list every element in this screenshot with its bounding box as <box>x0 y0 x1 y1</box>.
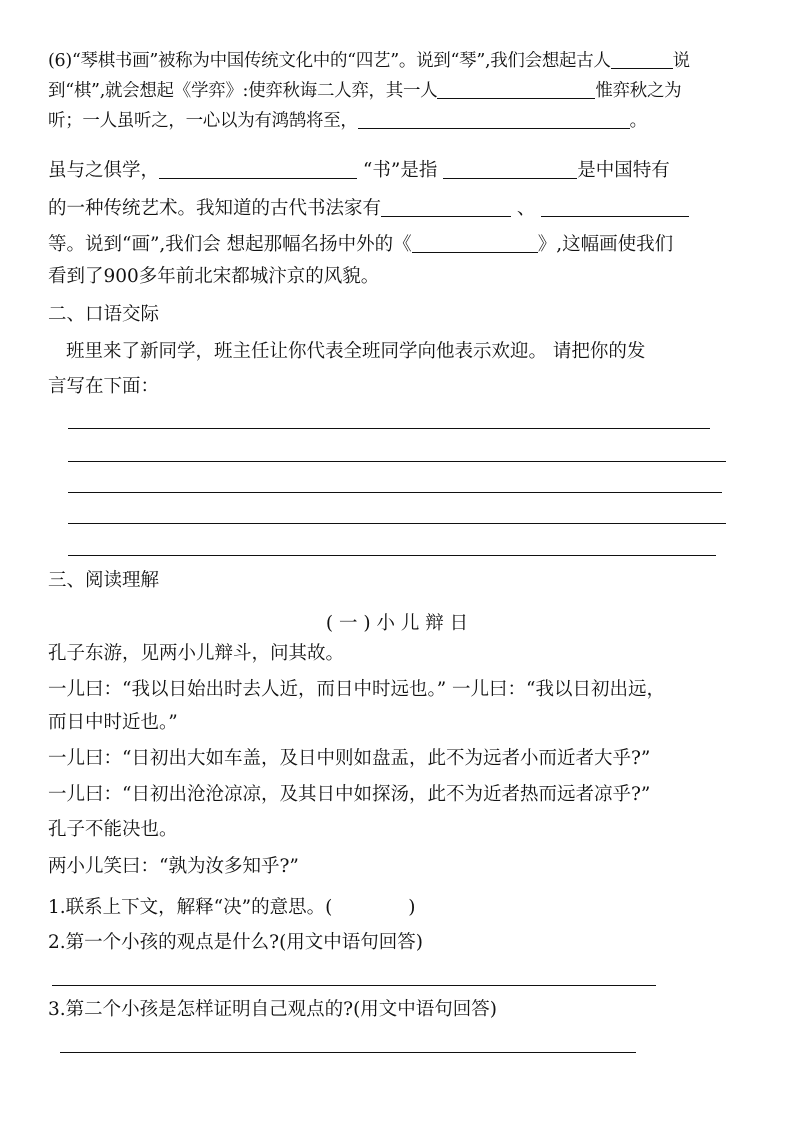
q6-line-6: 等。说到“画”,我们会 想起那幅名扬中外的《 》,这幅画使我们 <box>48 234 674 255</box>
passage-line: 孔子不能决也。 <box>48 819 178 840</box>
passage-line: 两小儿笑曰：“孰为汝多知乎?” <box>48 856 299 877</box>
answer-line[interactable] <box>68 428 710 429</box>
answer-blank[interactable] <box>541 198 689 217</box>
section-2-heading: 二、口语交际 <box>48 304 160 325</box>
answer-blank[interactable] <box>611 50 673 69</box>
answer-line[interactable] <box>68 461 726 462</box>
section-3-heading: 三、阅读理解 <box>48 570 160 591</box>
section-2-prompt-line-1: 班里来了新同学，班主任让你代表全班同学向他表示欢迎。 请把你的发 <box>66 341 646 362</box>
answer-line[interactable] <box>68 492 722 493</box>
question-1: 1.联系上下文，解释“决”的意思。( ) <box>48 897 416 918</box>
q6-line-5: 的一种传统艺术。我知道的古代书法家有 、 <box>48 198 689 219</box>
q6-line-4: 虽与之俱学， “书”是指 是中国特有 <box>48 160 670 181</box>
answer-line[interactable] <box>68 555 716 556</box>
passage-line: 一儿曰：“日初出沧沧凉凉，及其日中如探汤，此不为近者热而远者凉乎?” <box>48 784 651 805</box>
q6-line-2: 到“棋”,就会想起《学弈》:使弈秋诲二人弈，其一人 惟弈秋之为 <box>48 81 682 101</box>
section-2-prompt-line-2: 言写在下面： <box>48 376 160 397</box>
answer-blank[interactable] <box>437 80 595 99</box>
passage-line: 而日中时近也。” <box>48 712 178 733</box>
q6-line-3: 听；一人虽听之，一心以为有鸿鹄将至， 。 <box>48 111 647 131</box>
answer-blank[interactable] <box>412 234 538 253</box>
answer-line[interactable] <box>60 1052 636 1053</box>
question-2: 2.第一个小孩的观点是什么?(用文中语句回答) <box>48 932 424 953</box>
answer-blank[interactable] <box>443 160 577 179</box>
question-3: 3.第二个小孩是怎样证明自己观点的?(用文中语句回答) <box>48 999 498 1020</box>
passage-line: 一儿曰：“我以日始出时去人近，而日中时远也。” 一儿曰：“我以日初出远， <box>48 679 666 700</box>
passage-line: 孔子东游，见两小儿辩斗，问其故。 <box>48 643 345 664</box>
passage-line: 一儿曰：“日初出大如车盖，及日中则如盘盂，此不为远者小而近者大乎?” <box>48 748 651 769</box>
passage-title: ( 一 ) 小 儿 辩 日 <box>325 613 469 634</box>
answer-blank[interactable] <box>159 160 357 179</box>
answer-line[interactable] <box>52 985 656 986</box>
answer-line[interactable] <box>68 523 726 524</box>
answer-blank[interactable] <box>381 198 511 217</box>
q6-line-1: (6)“琴棋书画”被称为中国传统文化中的“四艺”。说到“琴”,我们会想起古人 说 <box>48 51 690 71</box>
answer-blank[interactable] <box>358 110 630 129</box>
q6-line-7: 看到了900多年前北宋都城汴京的风貌。 <box>48 266 380 287</box>
